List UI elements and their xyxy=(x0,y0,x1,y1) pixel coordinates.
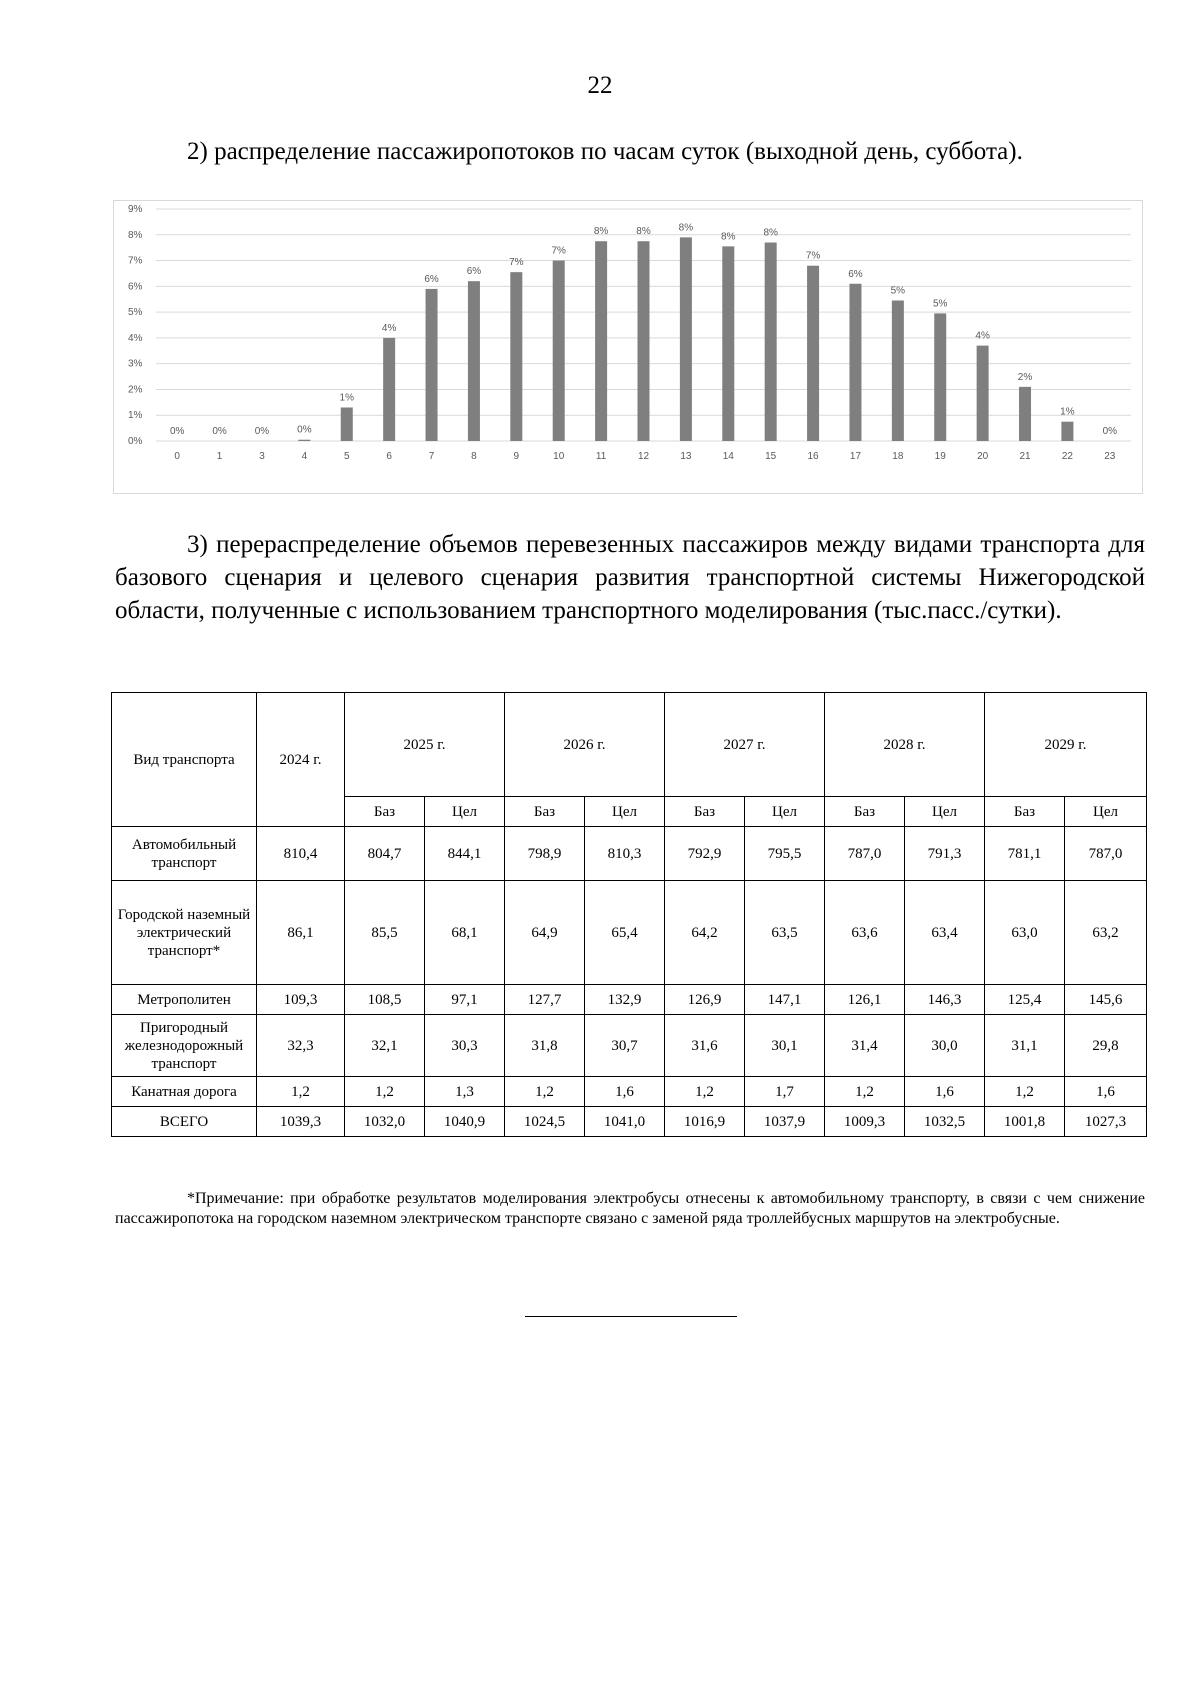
table-cell: 798,9 xyxy=(505,827,585,881)
bar xyxy=(765,243,777,441)
y-tick-label: 9% xyxy=(128,204,143,215)
transport-table xyxy=(111,692,1147,1137)
table-cell: 1,2 xyxy=(257,1077,345,1107)
bar xyxy=(595,241,607,441)
bar-data-label: 0% xyxy=(212,426,227,437)
table-cell: 781,1 xyxy=(985,827,1065,881)
table-cell: 1024,5 xyxy=(505,1107,585,1137)
table-cell: 64,9 xyxy=(505,881,585,985)
y-tick-label: 2% xyxy=(128,384,143,396)
x-tick-label: 16 xyxy=(807,451,819,462)
table-cell: 1,7 xyxy=(745,1077,825,1107)
bar xyxy=(426,289,438,441)
bar xyxy=(977,346,989,441)
y-tick-label: 8% xyxy=(128,229,143,241)
table-row xyxy=(112,1107,1147,1137)
chart-caption: 2) распределение пассажиропотоков по часам суток (выходной день, суббота). xyxy=(187,138,1023,165)
bar-data-label: 6% xyxy=(848,268,863,280)
y-tick-label: 3% xyxy=(128,358,143,370)
table-cell: 29,8 xyxy=(1065,1015,1147,1077)
table-cell: 810,3 xyxy=(585,827,665,881)
row-transport-name: Городской наземный электрический транспорт* xyxy=(112,881,257,985)
x-tick-label: 0 xyxy=(174,451,180,462)
table-cell: 109,3 xyxy=(257,985,345,1015)
bar xyxy=(383,338,395,441)
table-cell: 1,6 xyxy=(585,1077,665,1107)
x-tick-label: 7 xyxy=(428,451,435,462)
table-cell: 63,2 xyxy=(1065,881,1147,985)
table-cell: 65,4 xyxy=(585,881,665,985)
end-rule xyxy=(525,1316,737,1317)
x-tick-label: 4 xyxy=(301,451,308,462)
header-target: Цел xyxy=(425,797,505,827)
bar xyxy=(468,281,480,441)
bar xyxy=(341,407,353,441)
x-tick-label: 22 xyxy=(1061,451,1073,462)
x-tick-label: 12 xyxy=(637,451,650,462)
footnote: *Примечание: при обработке результатов моделирования электробусы отнесены к автомобильному транспорту, в связи с чем снижение пассажиропотока на городском наземном электрическом транспорте связано с заменой ряда троллейбусных маршрутов на электробусные. xyxy=(115,1190,1145,1227)
page-number: 22 xyxy=(587,72,613,99)
x-tick-label: 6 xyxy=(386,451,392,462)
header-2024: 2024 г. xyxy=(257,693,345,827)
header-base: Баз xyxy=(505,797,585,827)
table-cell: 1041,0 xyxy=(585,1107,665,1137)
bar-data-label: 6% xyxy=(466,266,482,278)
bar-data-label: 7% xyxy=(805,250,821,262)
bar-data-label: 0% xyxy=(169,426,185,437)
row-transport-name: Канатная дорога xyxy=(112,1077,257,1107)
bar xyxy=(934,313,946,441)
x-tick-label: 20 xyxy=(977,451,989,462)
table-cell: 68,1 xyxy=(425,881,505,985)
header-target: Цел xyxy=(905,797,985,827)
bar xyxy=(680,237,692,441)
table-cell: 132,9 xyxy=(585,985,665,1015)
bar xyxy=(722,246,734,441)
x-tick-label: 10 xyxy=(553,451,565,462)
bar xyxy=(553,261,565,441)
bar-data-label: 5% xyxy=(890,285,906,297)
bar xyxy=(807,266,819,441)
table-cell: 1,2 xyxy=(345,1077,425,1107)
bar xyxy=(298,440,310,441)
bar-data-label: 8% xyxy=(678,222,694,234)
bar-data-label: 4% xyxy=(381,322,397,334)
table-cell: 30,0 xyxy=(905,1015,985,1077)
bar xyxy=(892,301,904,441)
x-tick-label: 8 xyxy=(471,451,477,462)
bar-data-label: 4% xyxy=(975,330,990,342)
bar xyxy=(1061,422,1073,441)
header-target: Цел xyxy=(1065,797,1147,827)
table-row xyxy=(112,827,1147,881)
hourly-passenger-chart xyxy=(113,200,1143,494)
bar-data-label: 1% xyxy=(1060,406,1075,418)
x-tick-label: 21 xyxy=(1019,451,1031,462)
table-cell: 108,5 xyxy=(345,985,425,1015)
table-cell: 31,1 xyxy=(985,1015,1065,1077)
bar-data-label: 8% xyxy=(763,227,778,239)
row-transport-name: ВСЕГО xyxy=(112,1107,257,1137)
section-paragraph: 3) перераспределение объемов перевезенных пассажиров между видами транспорта для базового сценария и целевого сценария развития транспортной системы Нижегородской области, полученные с использованием транспортного моделирования (тыс.пасс./сутки). xyxy=(115,531,1145,624)
bar-data-label: 0% xyxy=(1102,426,1118,437)
table-cell: 1,2 xyxy=(985,1077,1065,1107)
table-cell: 31,8 xyxy=(505,1015,585,1077)
table-cell: 795,5 xyxy=(745,827,825,881)
x-tick-label: 9 xyxy=(513,451,520,462)
table-cell: 1039,3 xyxy=(257,1107,345,1137)
table-cell: 787,0 xyxy=(825,827,905,881)
table-cell: 1,2 xyxy=(665,1077,745,1107)
table-cell: 31,4 xyxy=(825,1015,905,1077)
table-cell: 1037,9 xyxy=(745,1107,825,1137)
bar-data-label: 6% xyxy=(424,273,439,285)
header-target: Цел xyxy=(745,797,825,827)
header-target: Цел xyxy=(585,797,665,827)
header-year: 2029 г. xyxy=(985,693,1147,797)
bar-data-label: 1% xyxy=(339,392,354,404)
table-cell: 63,5 xyxy=(745,881,825,985)
table-cell: 1,3 xyxy=(425,1077,505,1107)
header-base: Баз xyxy=(345,797,425,827)
table-cell: 792,9 xyxy=(665,827,745,881)
table-cell: 85,5 xyxy=(345,881,425,985)
table-row xyxy=(112,985,1147,1015)
x-tick-label: 1 xyxy=(216,451,223,462)
x-tick-label: 19 xyxy=(934,451,946,462)
table-cell: 1027,3 xyxy=(1065,1107,1147,1137)
y-tick-label: 4% xyxy=(128,332,143,344)
bar xyxy=(510,272,522,441)
table-cell: 1016,9 xyxy=(665,1107,745,1137)
x-tick-label: 23 xyxy=(1104,451,1116,462)
header-year: 2025 г. xyxy=(345,693,505,797)
table-cell: 32,1 xyxy=(345,1015,425,1077)
bar-data-label: 2% xyxy=(1017,371,1033,383)
table-cell: 63,6 xyxy=(825,881,905,985)
x-tick-label: 15 xyxy=(765,451,777,462)
table-cell: 125,4 xyxy=(985,985,1065,1015)
x-tick-label: 3 xyxy=(259,451,265,462)
row-transport-name: Метрополитен xyxy=(112,985,257,1015)
table-cell: 1,6 xyxy=(1065,1077,1147,1107)
table-cell: 126,1 xyxy=(825,985,905,1015)
table-cell: 63,0 xyxy=(985,881,1065,985)
table-cell: 64,2 xyxy=(665,881,745,985)
y-tick-label: 7% xyxy=(128,255,143,267)
y-tick-label: 0% xyxy=(128,436,143,447)
table-cell: 63,4 xyxy=(905,881,985,985)
table-cell: 1,2 xyxy=(505,1077,585,1107)
header-base: Баз xyxy=(985,797,1065,827)
table-cell: 1032,0 xyxy=(345,1107,425,1137)
table-cell: 791,3 xyxy=(905,827,985,881)
table-cell: 1009,3 xyxy=(825,1107,905,1137)
bar-data-label: 8% xyxy=(593,226,609,238)
bar-data-label: 7% xyxy=(509,257,524,269)
header-base: Баз xyxy=(665,797,745,827)
header-year: 2026 г. xyxy=(505,693,665,797)
table-cell: 32,3 xyxy=(257,1015,345,1077)
table-cell: 787,0 xyxy=(1065,827,1147,881)
table-cell: 1001,8 xyxy=(985,1107,1065,1137)
x-tick-label: 13 xyxy=(680,451,692,462)
x-tick-label: 11 xyxy=(595,451,607,462)
x-tick-label: 5 xyxy=(343,451,350,462)
bar xyxy=(638,241,650,441)
bar-chart-svg xyxy=(114,201,1142,493)
bar-data-label: 8% xyxy=(721,231,736,243)
table-cell: 1,2 xyxy=(825,1077,905,1107)
x-tick-label: 17 xyxy=(849,451,862,462)
header-base: Баз xyxy=(825,797,905,827)
table-cell: 1,6 xyxy=(905,1077,985,1107)
table-cell: 147,1 xyxy=(745,985,825,1015)
x-tick-label: 18 xyxy=(892,451,904,462)
bar-data-label: 5% xyxy=(933,298,948,310)
table-cell: 31,6 xyxy=(665,1015,745,1077)
bar xyxy=(1019,387,1031,441)
bar-data-label: 7% xyxy=(551,245,566,257)
header-year: 2027 г. xyxy=(665,693,825,797)
table-cell: 844,1 xyxy=(425,827,505,881)
table-row xyxy=(112,1077,1147,1107)
table-cell: 146,3 xyxy=(905,985,985,1015)
table-cell: 126,9 xyxy=(665,985,745,1015)
table-cell: 30,7 xyxy=(585,1015,665,1077)
bar xyxy=(849,284,861,441)
bar-data-label: 8% xyxy=(636,226,651,238)
table-cell: 1040,9 xyxy=(425,1107,505,1137)
table-cell: 1032,5 xyxy=(905,1107,985,1137)
header-year: 2028 г. xyxy=(825,693,985,797)
bar-data-label: 0% xyxy=(297,424,312,436)
y-tick-label: 6% xyxy=(128,281,143,293)
table-cell: 127,7 xyxy=(505,985,585,1015)
table-cell: 804,7 xyxy=(345,827,425,881)
row-transport-name: Пригородный железнодорожный транспорт xyxy=(112,1015,257,1077)
table-cell: 145,6 xyxy=(1065,985,1147,1015)
y-tick-label: 1% xyxy=(128,410,143,422)
y-tick-label: 5% xyxy=(128,307,143,319)
row-transport-name: Автомобильный транспорт xyxy=(112,827,257,881)
table-cell: 30,1 xyxy=(745,1015,825,1077)
table-cell: 810,4 xyxy=(257,827,345,881)
x-tick-label: 14 xyxy=(722,451,734,462)
table-cell: 86,1 xyxy=(257,881,345,985)
table-cell: 97,1 xyxy=(425,985,505,1015)
header-transport: Вид транспорта xyxy=(112,693,257,827)
table-row xyxy=(112,881,1147,985)
table-cell: 30,3 xyxy=(425,1015,505,1077)
table-row xyxy=(112,1015,1147,1077)
bar-data-label: 0% xyxy=(254,426,270,437)
